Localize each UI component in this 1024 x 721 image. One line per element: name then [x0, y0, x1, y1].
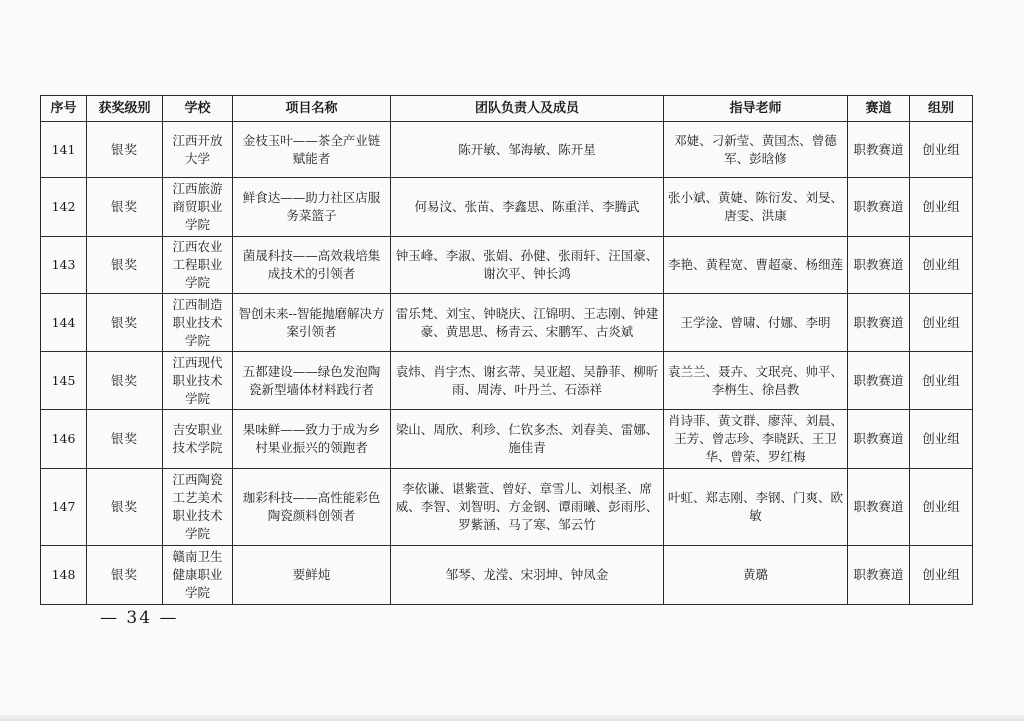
cell-team: 袁炜、肖宇杰、谢玄蒂、吴亚超、吴静菲、柳昕雨、周涛、叶丹兰、石添祥	[391, 352, 664, 410]
cell-project: 要鲜炖	[233, 546, 391, 605]
cell-group: 创业组	[910, 294, 973, 352]
cell-group: 创业组	[910, 469, 973, 546]
table-row	[41, 178, 973, 237]
cell-level: 银奖	[87, 410, 163, 469]
cell-team: 邹琴、龙滢、宋羽坤、钟凤金	[391, 546, 664, 605]
cell-no: 146	[41, 410, 87, 469]
table-row	[41, 237, 973, 294]
cell-advisors: 王学淦、曾啸、付娜、李明	[664, 294, 848, 352]
cell-project: 珈彩科技——高性能彩色陶瓷颜料创领者	[233, 469, 391, 546]
cell-track: 职教赛道	[848, 122, 910, 178]
cell-advisors: 叶虹、郑志刚、李钢、门爽、欧敏	[664, 469, 848, 546]
cell-no: 142	[41, 178, 87, 237]
cell-school: 江西旅游商贸职业学院	[163, 178, 233, 237]
cell-school: 江西农业工程职业学院	[163, 237, 233, 294]
page-number: — 34 —	[100, 608, 179, 628]
table-row	[41, 469, 973, 546]
cell-no: 148	[41, 546, 87, 605]
cell-level: 银奖	[87, 469, 163, 546]
cell-track: 职教赛道	[848, 294, 910, 352]
header-school: 学校	[163, 96, 233, 122]
header-project: 项目名称	[233, 96, 391, 122]
cell-project: 果味鲜——致力于成为乡村果业振兴的领跑者	[233, 410, 391, 469]
header-advisors: 指导老师	[664, 96, 848, 122]
cell-track: 职教赛道	[848, 352, 910, 410]
cell-advisors: 袁兰兰、聂卉、文珉亮、帅平、李栴生、徐昌教	[664, 352, 848, 410]
cell-level: 银奖	[87, 237, 163, 294]
cell-no: 145	[41, 352, 87, 410]
cell-level: 银奖	[87, 546, 163, 605]
cell-track: 职教赛道	[848, 410, 910, 469]
header-team: 团队负责人及成员	[391, 96, 664, 122]
cell-track: 职教赛道	[848, 469, 910, 546]
cell-school: 江西陶瓷工艺美术职业技术学院	[163, 469, 233, 546]
header-no: 序号	[41, 96, 87, 122]
cell-level: 银奖	[87, 178, 163, 237]
scan-edge-divider	[0, 715, 1024, 721]
header-track: 赛道	[848, 96, 910, 122]
cell-no: 147	[41, 469, 87, 546]
cell-team: 陈开敏、邹海敏、陈开星	[391, 122, 664, 178]
awards-table	[40, 95, 973, 605]
cell-team: 何易汶、张苗、李鑫思、陈重洋、李腾武	[391, 178, 664, 237]
table-row	[41, 546, 973, 605]
cell-project: 菌晟科技——高效栽培集成技术的引领者	[233, 237, 391, 294]
cell-group: 创业组	[910, 237, 973, 294]
table-row	[41, 410, 973, 469]
cell-group: 创业组	[910, 178, 973, 237]
cell-no: 141	[41, 122, 87, 178]
cell-team: 梁山、周欣、利珍、仁钦多杰、刘春美、雷娜、施佳青	[391, 410, 664, 469]
cell-group: 创业组	[910, 352, 973, 410]
cell-school: 赣南卫生健康职业学院	[163, 546, 233, 605]
cell-school: 江西现代职业技术学院	[163, 352, 233, 410]
cell-track: 职教赛道	[848, 178, 910, 237]
table-header-row	[41, 96, 973, 122]
cell-advisors: 邓婕、刁新莹、黄国杰、曾德军、彭晗修	[664, 122, 848, 178]
cell-level: 银奖	[87, 122, 163, 178]
table-row	[41, 294, 973, 352]
cell-level: 银奖	[87, 294, 163, 352]
header-group: 组别	[910, 96, 973, 122]
cell-team: 雷乐梵、刘宝、钟晓庆、江锦明、王志刚、钟建豪、黄思思、杨青云、宋鹏军、古炎斌	[391, 294, 664, 352]
cell-group: 创业组	[910, 546, 973, 605]
cell-advisors: 肖诗菲、黄文群、廖萍、刘晨、王芳、曾志珍、李晓跃、王卫华、曾荣、罗红梅	[664, 410, 848, 469]
cell-school: 吉安职业技术学院	[163, 410, 233, 469]
cell-school: 江西开放大学	[163, 122, 233, 178]
cell-group: 创业组	[910, 122, 973, 178]
cell-no: 143	[41, 237, 87, 294]
cell-project: 智创未来--智能抛磨解决方案引领者	[233, 294, 391, 352]
cell-level: 银奖	[87, 352, 163, 410]
cell-project: 五都建设——绿色发泡陶瓷新型墙体材料践行者	[233, 352, 391, 410]
cell-advisors: 张小斌、黄婕、陈衍发、刘旻、唐雯、洪康	[664, 178, 848, 237]
cell-school: 江西制造职业技术学院	[163, 294, 233, 352]
cell-team: 李依谦、谌紫萱、曾好、章雪儿、刘根圣、席威、李智、刘智明、方金钢、谭雨曦、彭雨彤、罗紫涵、马了寒、邹云竹	[391, 469, 664, 546]
cell-advisors: 黄璐	[664, 546, 848, 605]
cell-no: 144	[41, 294, 87, 352]
cell-advisors: 李艳、黄程宽、曹超豪、杨细莲	[664, 237, 848, 294]
cell-project: 金枝玉叶——茶全产业链赋能者	[233, 122, 391, 178]
cell-team: 钟玉峰、李淑、张娟、孙健、张雨轩、汪国豪、谢次平、钟长鸿	[391, 237, 664, 294]
table-row	[41, 122, 973, 178]
cell-group: 创业组	[910, 410, 973, 469]
table-row	[41, 352, 973, 410]
cell-track: 职教赛道	[848, 237, 910, 294]
cell-track: 职教赛道	[848, 546, 910, 605]
cell-project: 鲜食达——助力社区店服务菜篮子	[233, 178, 391, 237]
header-level: 获奖级别	[87, 96, 163, 122]
